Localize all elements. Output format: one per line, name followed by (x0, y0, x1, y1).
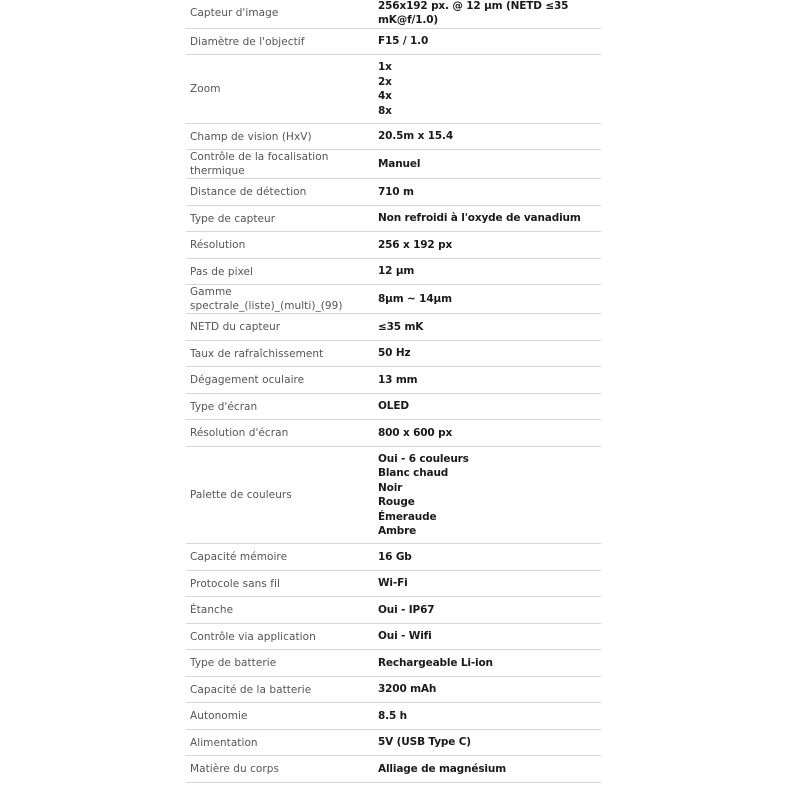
spec-value-line: 8x (378, 104, 392, 117)
spec-value-line: Manuel (378, 158, 421, 171)
spec-value-line: Rouge (378, 496, 415, 509)
spec-value-line: Noir (378, 481, 403, 494)
spec-row (186, 729, 601, 756)
spec-value (375, 544, 601, 571)
spec-label: Diamètre de l'objectif (186, 28, 375, 55)
spec-value (375, 285, 601, 314)
spec-row (186, 314, 601, 341)
spec-value-line: 8.5 h (378, 709, 407, 722)
spec-label: Résolution d'écran (186, 420, 375, 447)
spec-label: Dégagement oculaire (186, 367, 375, 394)
spec-value (375, 55, 601, 124)
spec-value-line: Émeraude (378, 510, 437, 523)
spec-value-line: Rechargeable Li-ion (378, 656, 493, 669)
spec-value-line: F15 / 1.0 (378, 35, 429, 48)
spec-label: Type de capteur (186, 205, 375, 232)
spec-value (375, 676, 601, 703)
spec-value (375, 367, 601, 394)
spec-label: Type de batterie (186, 650, 375, 677)
spec-row (186, 650, 601, 677)
spec-row (186, 285, 601, 314)
spec-value (375, 258, 601, 285)
spec-table-body (186, 0, 601, 782)
spec-value (375, 597, 601, 624)
spec-row (186, 570, 601, 597)
spec-value (375, 446, 601, 543)
spec-value-line: 3200 mAh (378, 683, 437, 696)
spec-label: Champ de vision (HxV) (186, 123, 375, 150)
spec-label: Capacité mémoire (186, 544, 375, 571)
spec-label: Gamme spectrale_(liste)_(multi)_(99) (186, 285, 375, 314)
spec-value-line: 16 Gb (378, 550, 412, 563)
spec-row (186, 367, 601, 394)
spec-value (375, 393, 601, 420)
spec-value (375, 729, 601, 756)
spec-row (186, 0, 601, 28)
spec-value-line: 8µm ~ 14µm (378, 293, 452, 306)
spec-value-line: OLED (378, 400, 409, 413)
spec-value-line: Non refroidi à l'oxyde de vanadium (378, 212, 581, 225)
spec-value-line: Wi-Fi (378, 577, 408, 590)
spec-value-line: 20.5m x 15.4 (378, 130, 454, 143)
spec-label: Contrôle de la focalisation thermique (186, 150, 375, 179)
spec-value-line: ≤35 mK (378, 320, 424, 333)
spec-value (375, 420, 601, 447)
spec-value-line: 4x (378, 90, 392, 103)
spec-row (186, 258, 601, 285)
spec-value (375, 703, 601, 730)
spec-row (186, 179, 601, 206)
spec-value-line: Blanc chaud (378, 467, 449, 480)
spec-value-line: Oui - Wifi (378, 630, 432, 643)
spec-value-line: 1x (378, 61, 392, 74)
spec-label: Résolution (186, 232, 375, 259)
spec-value-line: 256 x 192 px (378, 238, 453, 251)
spec-value-line: Oui - IP67 (378, 603, 435, 616)
spec-value-line: 50 Hz (378, 347, 411, 360)
spec-value-line: 800 x 600 px (378, 426, 453, 439)
spec-value-line: Alliage de magnésium (378, 762, 506, 775)
spec-value-line: 256x192 px. @ 12 µm (NETD ≤35 mK@f/1.0) (378, 0, 569, 27)
spec-label: Taux de rafraîchissement (186, 340, 375, 367)
spec-value (375, 232, 601, 259)
spec-value (375, 623, 601, 650)
spec-label: Étanche (186, 597, 375, 624)
spec-row (186, 623, 601, 650)
spec-value (375, 756, 601, 783)
spec-label: Capacité de la batterie (186, 676, 375, 703)
spec-label: Matière du corps (186, 756, 375, 783)
spec-row (186, 597, 601, 624)
spec-row (186, 703, 601, 730)
spec-value (375, 28, 601, 55)
spec-label: Contrôle via application (186, 623, 375, 650)
spec-row (186, 205, 601, 232)
spec-table (186, 0, 601, 783)
spec-value (375, 314, 601, 341)
spec-value-line: Oui - 6 couleurs (378, 452, 469, 465)
spec-value (375, 179, 601, 206)
spec-row (186, 28, 601, 55)
spec-value-line: 710 m (378, 185, 414, 198)
spec-row (186, 232, 601, 259)
spec-label: Type d'écran (186, 393, 375, 420)
spec-label: Zoom (186, 55, 375, 124)
spec-row (186, 420, 601, 447)
spec-label: Capteur d'image (186, 0, 375, 28)
spec-value (375, 0, 601, 28)
spec-row (186, 393, 601, 420)
spec-value (375, 570, 601, 597)
spec-row (186, 544, 601, 571)
spec-value-line: 5V (USB Type C) (378, 736, 471, 749)
spec-label: Distance de détection (186, 179, 375, 206)
spec-value (375, 340, 601, 367)
spec-value-line: 2x (378, 75, 392, 88)
spec-row (186, 446, 601, 543)
spec-label: Alimentation (186, 729, 375, 756)
spec-label: Pas de pixel (186, 258, 375, 285)
spec-row (186, 340, 601, 367)
spec-value (375, 150, 601, 179)
spec-value-line: Ambre (378, 524, 417, 537)
spec-value (375, 123, 601, 150)
spec-row (186, 55, 601, 124)
spec-label: NETD du capteur (186, 314, 375, 341)
spec-value (375, 205, 601, 232)
spec-label: Autonomie (186, 703, 375, 730)
spec-row (186, 676, 601, 703)
spec-row (186, 150, 601, 179)
spec-row (186, 123, 601, 150)
spec-row (186, 756, 601, 783)
spec-label: Protocole sans fil (186, 570, 375, 597)
spec-value-line: 12 µm (378, 265, 415, 278)
spec-label: Palette de couleurs (186, 446, 375, 543)
spec-value (375, 650, 601, 677)
spec-value-line: 13 mm (378, 373, 418, 386)
